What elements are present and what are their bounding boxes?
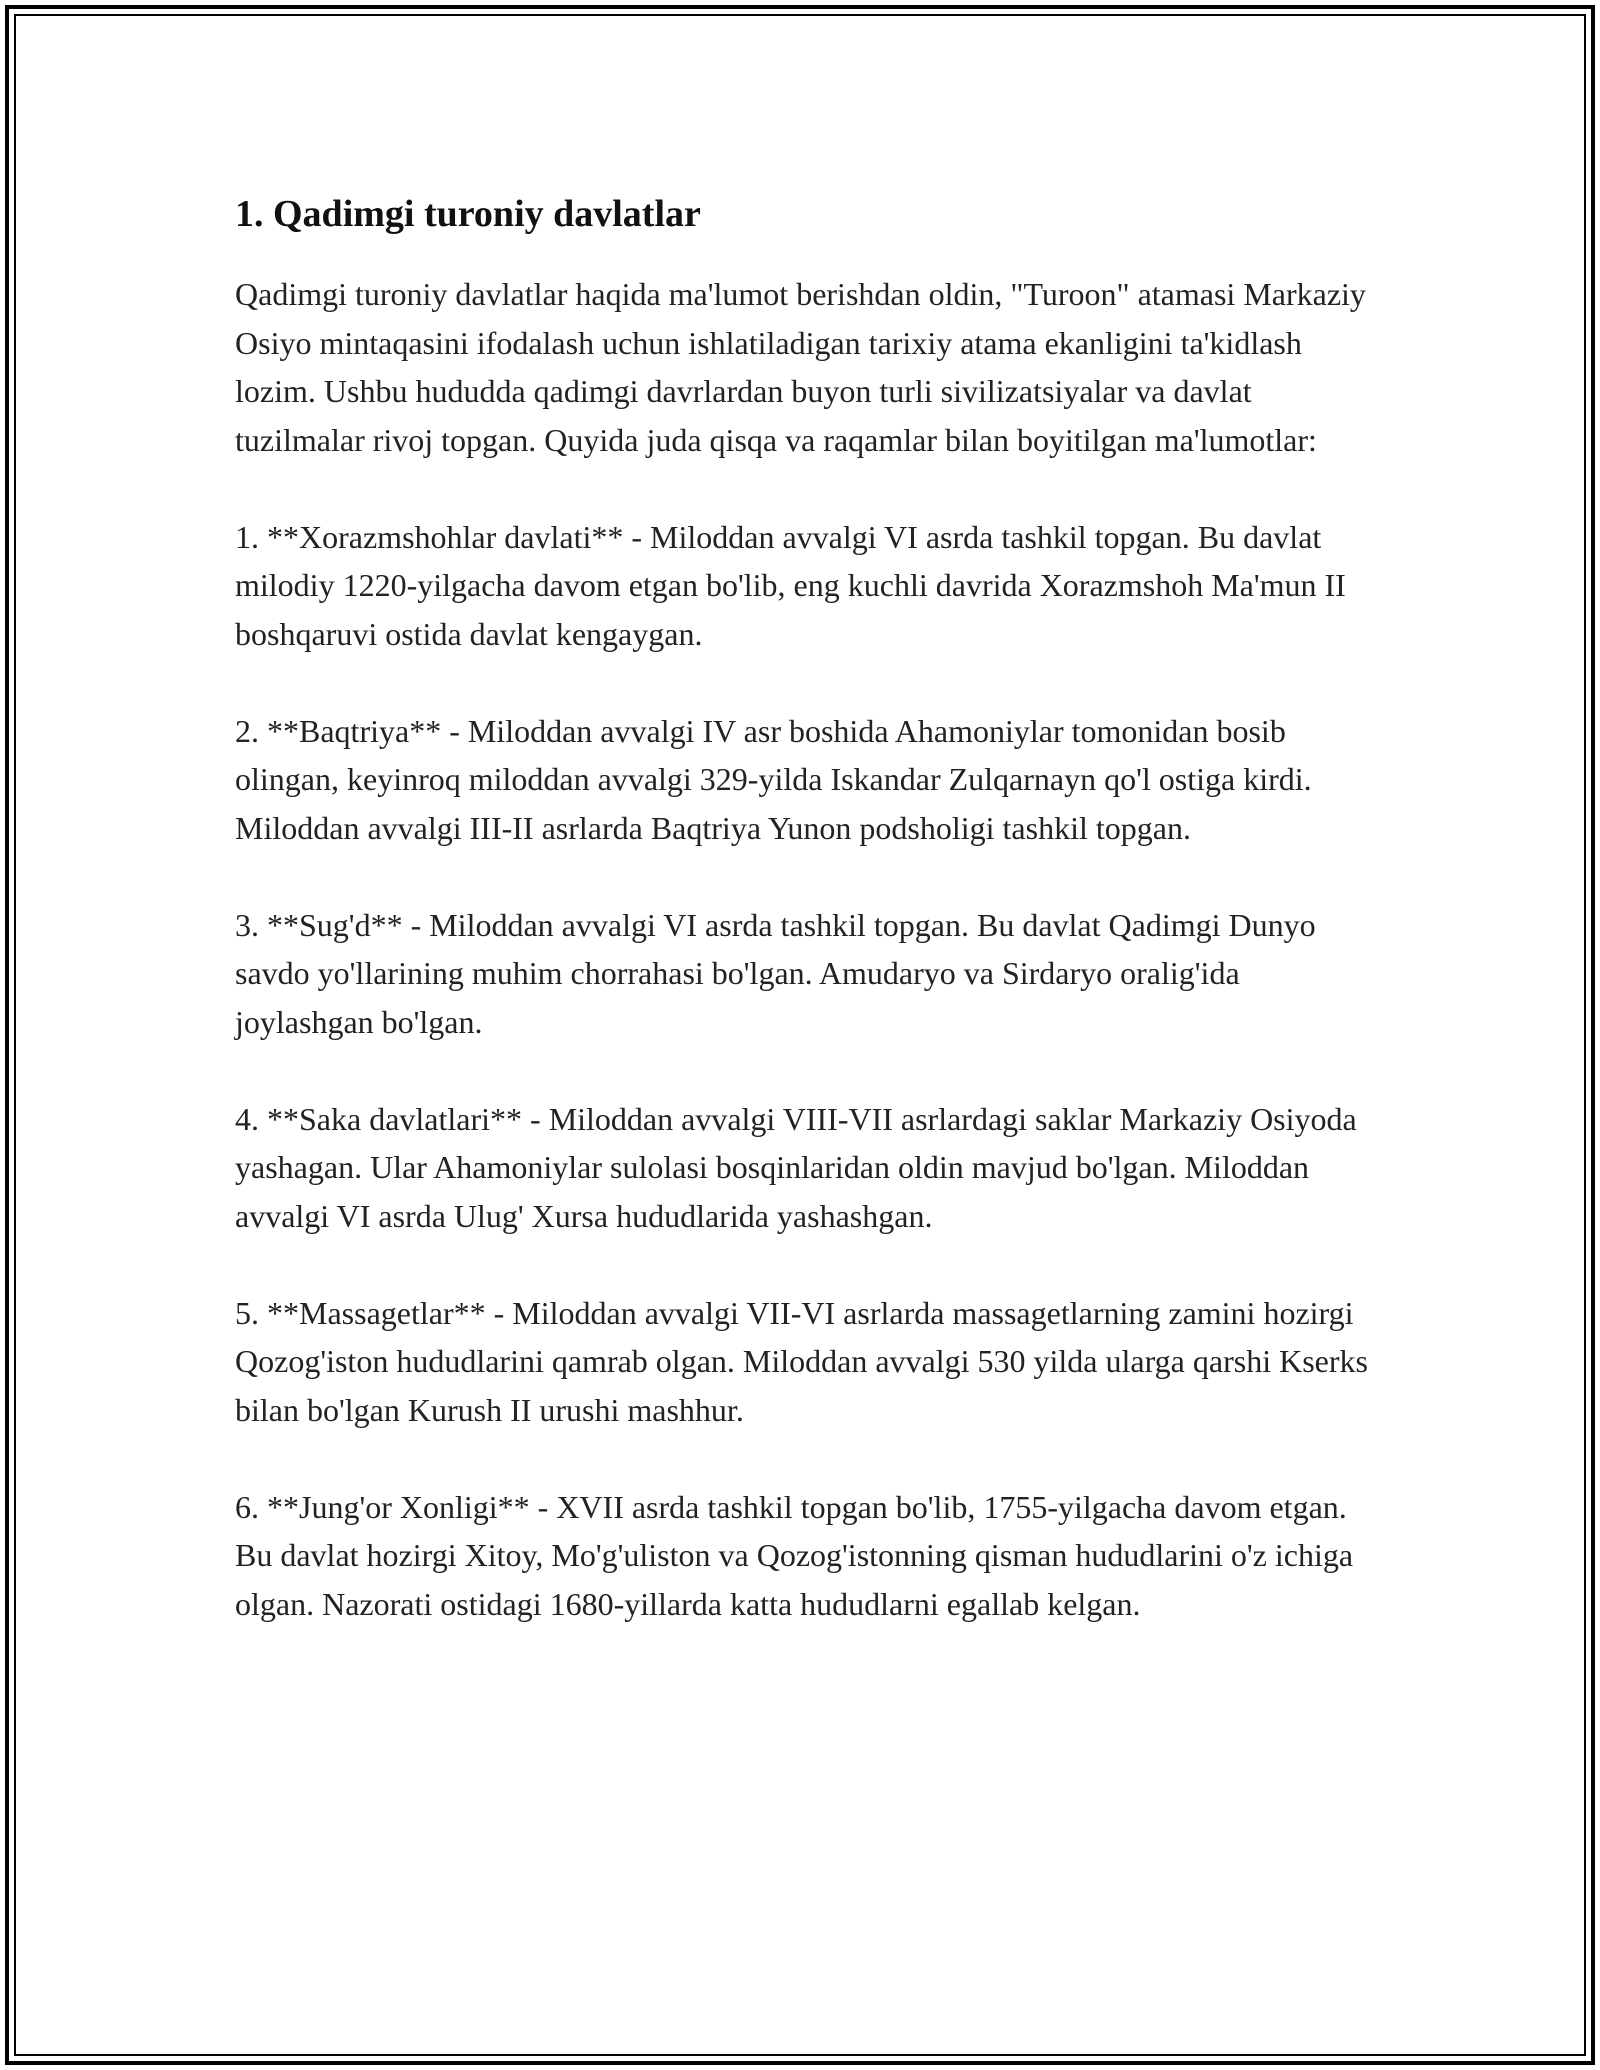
list-item-baqtriya: 2. **Baqtriya** - Miloddan avvalgi IV asr boshida Ahamoniylar tomonidan bosib olingan, keyinroq miloddan avvalgi 329-yilda Iskandar Zulqarnayn qo'l ostiga kirdi. Miloddan avvalgi III-II asrlarda Baqtriya Yunon podsholigi tashkil topgan. bbox=[235, 712, 1312, 846]
list-item-massagetlar: 5. **Massagetlar** - Miloddan avvalgi VII-VI asrlarda massagetlarning zamini hozirgi Qozog'iston hududlarini qamrab olgan. Miloddan avvalgi 530 yilda ularga qarshi Kserks bilan bo'lgan Kurush II urushi mashhur. bbox=[235, 1294, 1368, 1428]
list-item-saka: 4. **Saka davlatlari** - Miloddan avvalgi VIII-VII asrlardagi saklar Markaziy Osiyoda yashagan. Ular Ahamoniylar sulolasi bosqinlaridan oldin mavjud bo'lgan. Miloddan avvalgi VI asrda Ulug' Xursa hududlarida yashashgan. bbox=[235, 1100, 1357, 1234]
document-title: 1. Qadimgi turoniy davlatlar bbox=[235, 193, 701, 235]
list-item-jungor: 6. **Jung'or Xonligi** - XVII asrda tashkil topgan bo'lib, 1755-yilgacha davom etgan. Bu davlat hozirgi Xitoy, Mo'g'uliston va Qozog'istonning qisman hududlarini o'z ichiga olgan. Nazorati ostidagi 1680-yillarda katta hududlarni egallab kelgan. bbox=[235, 1488, 1354, 1622]
intro-paragraph: Qadimgi turoniy davlatlar haqida ma'lumot berishdan oldin, "Turoon" atamasi Markaziy Osiyo mintaqasini ifodalash uchun ishlatiladigan tarixiy atama ekanligini ta'kidlash lozim. Ushbu hududda qadimgi davrlardan buyon turli sivilizatsiyalar va davlat tuzilmalar rivoj topgan. Quyida juda qisqa va raqamlar bilan boyitilgan ma'lumotlar: bbox=[235, 276, 1366, 458]
document-body bbox=[235, 186, 1385, 1677]
list-item-sugd: 3. **Sug'd** - Miloddan avvalgi VI asrda tashkil topgan. Bu davlat Qadimgi Dunyo savdo yo'llarining muhim chorrahasi bo'lgan. Amudaryo va Sirdaryo oralig'ida joylashgan bo'lgan. bbox=[235, 906, 1316, 1040]
list-item-xorazmshohlar: 1. **Xorazmshohlar davlati** - Miloddan avvalgi VI asrda tashkil topgan. Bu davlat milodiy 1220-yilgacha davom etgan bo'lib, eng kuchli davrida Xorazmshoh Ma'mun II boshqaruvi ostida davlat kengaygan. bbox=[235, 518, 1346, 652]
